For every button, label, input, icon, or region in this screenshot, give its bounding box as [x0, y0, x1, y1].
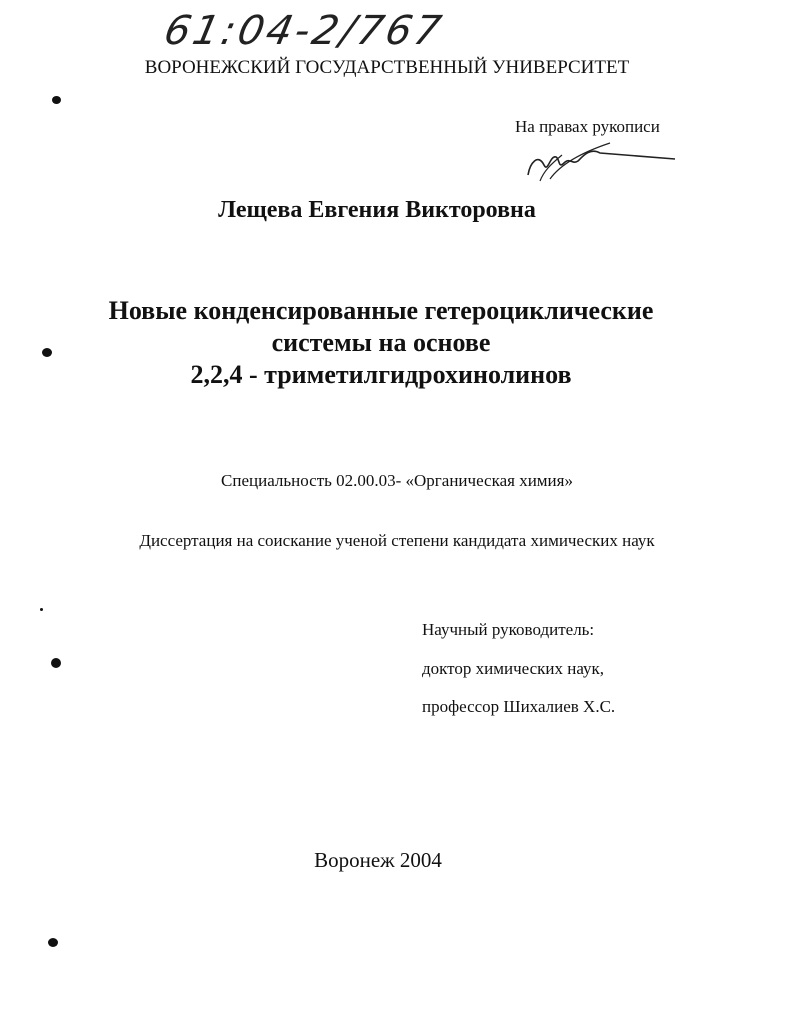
signature-icon: [520, 135, 680, 185]
city-year: Воронеж 2004: [314, 848, 442, 872]
title-line-3: 2,2,4 - триметилгидрохинолинов: [190, 360, 572, 389]
supervisor-name: профессор Шихалиев Х.С.: [422, 697, 616, 716]
scan-mark: [42, 348, 52, 357]
author-name: Лещева Евгения Викторовна: [218, 197, 536, 223]
scan-mark: [52, 96, 61, 104]
dissertation-degree: Диссертация на соискание ученой степени кандидата химических наук: [139, 531, 655, 550]
scan-mark: [51, 658, 61, 668]
university-name: ВОРОНЕЖСКИЙ ГОСУДАРСТВЕННЫЙ УНИВЕРСИТЕТ: [144, 57, 630, 78]
supervisor-degree: доктор химических наук,: [422, 659, 605, 678]
archive-number-handwritten: 61:04-2/767: [160, 8, 448, 54]
title-line-2: системы на основе: [271, 328, 491, 357]
dissertation-title: [0, 295, 762, 391]
scan-mark: [40, 608, 43, 611]
specialty: Специальность 02.00.03- «Органическая химия»: [221, 471, 573, 490]
scan-mark: [48, 938, 58, 947]
supervisor-label: Научный руководитель:: [422, 620, 595, 639]
rights-note: На правах рукописи: [515, 117, 660, 136]
title-line-1: Новые конденсированные гетероциклические: [108, 296, 654, 325]
